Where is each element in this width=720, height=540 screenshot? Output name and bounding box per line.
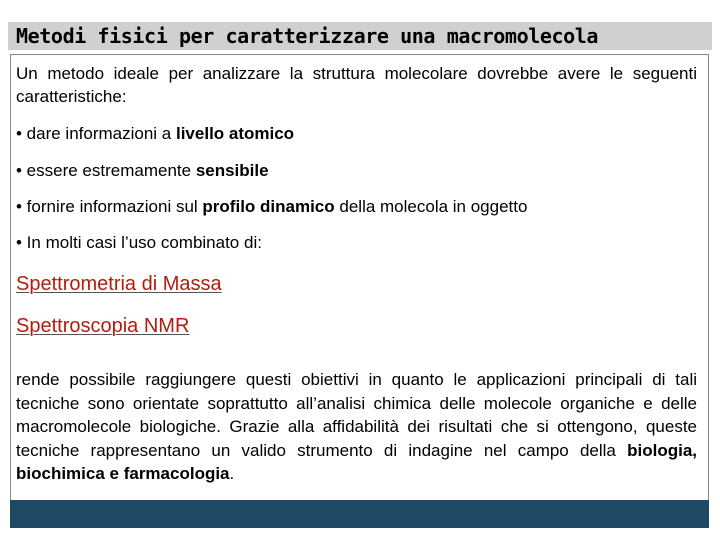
bullet-bold: livello atomico [175, 124, 295, 143]
bullet-suffix: della molecola in oggetto [334, 197, 528, 216]
technique-nmr [16, 314, 189, 338]
bottom-bar [10, 500, 709, 528]
bullet-item [16, 196, 527, 218]
bullet-item [16, 123, 294, 145]
conclusion-end: . [229, 464, 235, 483]
slide-title: Metodi fisici per caratterizzare una macromolecola [16, 24, 599, 48]
bullet-bold: profilo dinamico [202, 197, 335, 216]
bullet-prefix: • dare informazioni a [16, 124, 176, 143]
bullet-item [16, 232, 262, 254]
conclusion-bold: biologia, biochimica e farmacologia [16, 440, 697, 483]
conclusion-paragraph [16, 368, 697, 486]
conclusion-text: rende possibile raggiungere questi obiettivi in quanto le applicazioni principali di tali tecniche sono orientate soprattutto all’analisi chimica delle molecole organiche e delle macromolecole biologiche. Grazie alla affidabilità dei risultati che si ottengono, queste tecniche rappresentano un valido strumento di indagine nel campo della [16, 370, 697, 460]
technique-mass-spectrometry [16, 272, 222, 296]
technique-label: Spettrometria di Massa [16, 273, 222, 295]
bullet-bold: sensibile [195, 161, 269, 180]
bullet-prefix: • fornire informazioni sul [16, 197, 203, 216]
intro-text: Un metodo ideale per analizzare la struttura molecolare dovrebbe avere le seguenti caratteristiche: [16, 64, 697, 106]
bullet-item [16, 160, 269, 182]
bullet-prefix: • essere estremamente [16, 161, 196, 180]
technique-label: Spettroscopia NMR [16, 315, 190, 337]
bullet-prefix: • In molti casi l’uso combinato di: [16, 233, 262, 252]
